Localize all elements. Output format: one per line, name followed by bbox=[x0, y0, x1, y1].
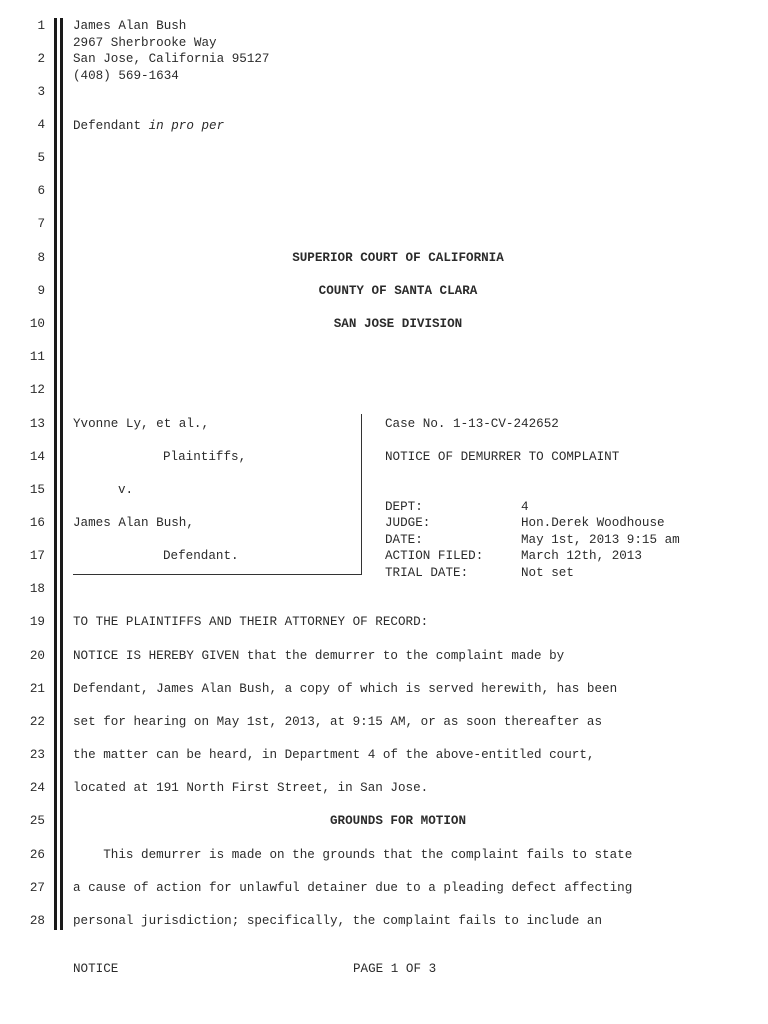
line-number: 21 bbox=[29, 682, 45, 696]
detail-filed-label: ACTION FILED: bbox=[385, 549, 484, 563]
line-number: 5 bbox=[37, 151, 45, 165]
margin-rule-right bbox=[60, 18, 63, 930]
case-number: Case No. 1-13-CV-242652 bbox=[385, 417, 559, 431]
filer-party bbox=[73, 118, 224, 134]
line-number: 3 bbox=[37, 85, 45, 99]
document-title: NOTICE OF DEMURRER TO COMPLAINT bbox=[385, 450, 620, 464]
party-suffix: in pro per bbox=[148, 119, 225, 133]
detail-judge-value: Hon.Derek Woodhouse bbox=[521, 516, 665, 530]
grounds-line: personal jurisdiction; specifically, the complaint fails to include an bbox=[73, 914, 603, 928]
line-number: 7 bbox=[37, 217, 45, 231]
line-number: 1 bbox=[37, 19, 45, 33]
detail-filed-value: March 12th, 2013 bbox=[521, 549, 642, 563]
line-number: 11 bbox=[29, 350, 45, 364]
caption-divider-vertical bbox=[361, 414, 362, 575]
detail-judge-label: JUDGE: bbox=[385, 516, 431, 530]
court-county: COUNTY OF SANTA CLARA bbox=[318, 284, 478, 298]
line-number: 20 bbox=[29, 649, 45, 663]
line-number: 24 bbox=[29, 781, 45, 795]
line-number: 4 bbox=[37, 118, 45, 132]
line-number: 26 bbox=[29, 848, 45, 862]
notice-line: NOTICE IS HEREBY GIVEN that the demurrer to the complaint made by bbox=[73, 649, 565, 663]
court-name: SUPERIOR COURT OF CALIFORNIA bbox=[292, 251, 504, 265]
line-number: 6 bbox=[37, 184, 45, 198]
detail-date-value: May 1st, 2013 9:15 am bbox=[521, 533, 680, 547]
detail-dept-label: DEPT: bbox=[385, 500, 423, 514]
caption-plaintiff-role: Plaintiffs, bbox=[163, 450, 247, 464]
party-prefix: Defendant bbox=[73, 119, 149, 133]
line-number: 10 bbox=[29, 317, 45, 331]
notice-line: located at 191 North First Street, in San Jose. bbox=[73, 781, 429, 795]
footer-title: NOTICE bbox=[73, 962, 119, 976]
caption-versus: v. bbox=[118, 483, 134, 497]
filer-street: 2967 Sherbrooke Way bbox=[73, 36, 217, 50]
notice-line: set for hearing on May 1st, 2013, at 9:15 AM, or as soon thereafter as bbox=[73, 715, 603, 729]
filer-city: San Jose, California 95127 bbox=[73, 52, 270, 66]
detail-trial-label: TRIAL DATE: bbox=[385, 566, 469, 580]
notice-line: the matter can be heard, in Department 4 of the above-entitled court, bbox=[73, 748, 595, 762]
caption-defendant-role: Defendant. bbox=[163, 549, 239, 563]
footer-page-number: PAGE 1 OF 3 bbox=[353, 962, 437, 976]
salutation: TO THE PLAINTIFFS AND THEIR ATTORNEY OF RECORD: bbox=[73, 615, 429, 629]
caption-plaintiff: Yvonne Ly, et al., bbox=[73, 417, 210, 431]
line-number: 18 bbox=[29, 582, 45, 596]
line-number: 14 bbox=[29, 450, 45, 464]
line-number: 23 bbox=[29, 748, 45, 762]
line-number: 9 bbox=[37, 284, 45, 298]
filer-name: James Alan Bush bbox=[73, 19, 187, 33]
line-number: 12 bbox=[29, 383, 45, 397]
margin-rule-left bbox=[54, 18, 57, 930]
line-number: 22 bbox=[29, 715, 45, 729]
grounds-line: This demurrer is made on the grounds that the complaint fails to state bbox=[73, 848, 633, 862]
line-number: 15 bbox=[29, 483, 45, 497]
grounds-line: a cause of action for unlawful detainer due to a pleading defect affecting bbox=[73, 881, 633, 895]
detail-dept-value: 4 bbox=[521, 500, 529, 514]
line-number: 25 bbox=[29, 814, 45, 828]
grounds-heading: GROUNDS FOR MOTION bbox=[329, 814, 467, 828]
detail-date-label: DATE: bbox=[385, 533, 423, 547]
line-number: 19 bbox=[29, 615, 45, 629]
caption-defendant: James Alan Bush, bbox=[73, 516, 194, 530]
line-number: 16 bbox=[29, 516, 45, 530]
line-number: 27 bbox=[29, 881, 45, 895]
line-number: 8 bbox=[37, 251, 45, 265]
detail-trial-value: Not set bbox=[521, 566, 574, 580]
notice-line: Defendant, James Alan Bush, a copy of which is served herewith, has been bbox=[73, 682, 618, 696]
line-number: 2 bbox=[37, 52, 45, 66]
line-number: 17 bbox=[29, 549, 45, 563]
line-number: 28 bbox=[29, 914, 45, 928]
line-number: 13 bbox=[29, 417, 45, 431]
filer-phone: (408) 569-1634 bbox=[73, 69, 179, 83]
court-division: SAN JOSE DIVISION bbox=[333, 317, 463, 331]
caption-divider-horizontal bbox=[73, 574, 362, 575]
